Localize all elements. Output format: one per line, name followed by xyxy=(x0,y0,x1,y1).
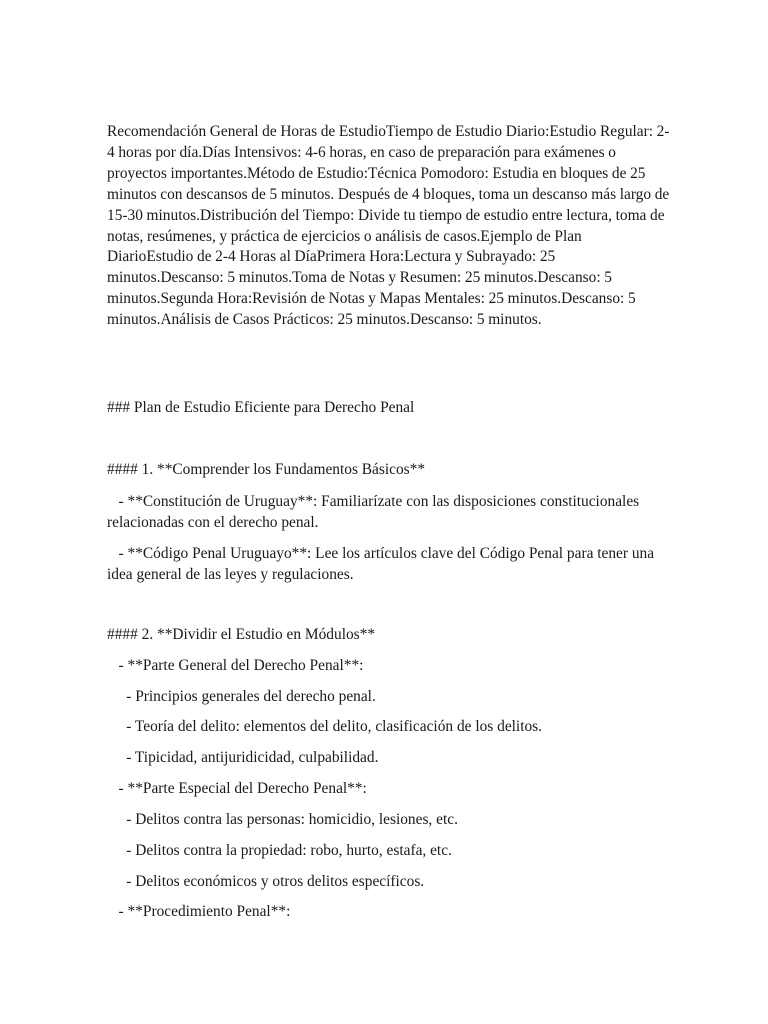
item-line: idea general de las leyes y regulaciones. xyxy=(107,566,354,583)
intro-line: notas, resúmenes, y práctica de ejercicios o análisis de casos.Ejemplo de Plan xyxy=(107,227,582,245)
intro-line: minutos.Análisis de Casos Prácticos: 25 minutos.Descanso: 5 minutos. xyxy=(107,311,542,329)
section-1-item-codigo-penal xyxy=(107,543,667,585)
intro-paragraph xyxy=(107,122,670,331)
intro-line: 4 horas por día.Días Intensivos: 4-6 horas, en caso de preparación para exámenes o xyxy=(107,143,616,161)
parte-especial-item: - Delitos contra la propiedad: robo, hurto, estafa, etc. xyxy=(107,842,452,859)
parte-general-heading: - **Parte General del Derecho Penal**: xyxy=(107,657,364,674)
parte-general-item: - Teoría del delito: elementos del delito, clasificación de los delitos. xyxy=(107,718,543,735)
item-line: relacionadas con el derecho penal. xyxy=(107,514,319,531)
section-1-heading: #### 1. **Comprender los Fundamentos Básicos** xyxy=(107,461,426,478)
section-2-heading: #### 2. **Dividir el Estudio en Módulos** xyxy=(107,626,376,643)
parte-especial-item: - Delitos económicos y otros delitos específicos. xyxy=(107,873,425,890)
item-line: - **Constitución de Uruguay**: Familiarízate con las disposiciones constitucionales xyxy=(107,493,640,510)
intro-line: 15-30 minutos.Distribución del Tiempo: Divide tu tiempo de estudio entre lectura, toma de xyxy=(107,206,665,224)
intro-line: minutos con descansos de 5 minutos. Después de 4 bloques, toma un descanso más largo de xyxy=(107,185,670,203)
intro-line: minutos.Descanso: 5 minutos.Toma de Notas y Resumen: 25 minutos.Descanso: 5 xyxy=(107,269,612,287)
item-line: - **Código Penal Uruguayo**: Lee los artículos clave del Código Penal para tener una xyxy=(107,545,655,562)
intro-line: DiarioEstudio de 2-4 Horas al DíaPrimera Hora:Lectura y Subrayado: 25 xyxy=(107,248,556,266)
intro-line: minutos.Segunda Hora:Revisión de Notas y Mapas Mentales: 25 minutos.Descanso: 5 xyxy=(107,290,636,308)
intro-line: Recomendación General de Horas de EstudioTiempo de Estudio Diario:Estudio Regular: 2- xyxy=(107,123,670,140)
intro-line: proyectos importantes.Método de Estudio:Técnica Pomodoro: Estudia en bloques de 25 xyxy=(107,164,646,182)
section-1-item-constitucion xyxy=(107,491,667,533)
parte-especial-heading: - **Parte Especial del Derecho Penal**: xyxy=(107,780,367,797)
procedimiento-penal-heading: - **Procedimiento Penal**: xyxy=(107,903,291,920)
plan-title: ### Plan de Estudio Eficiente para Derecho Penal xyxy=(107,399,415,416)
parte-especial-item: - Delitos contra las personas: homicidio, lesiones, etc. xyxy=(107,811,458,828)
parte-general-item: - Principios generales del derecho penal. xyxy=(107,688,376,705)
parte-general-item: - Tipicidad, antijuridicidad, culpabilidad. xyxy=(107,749,379,766)
